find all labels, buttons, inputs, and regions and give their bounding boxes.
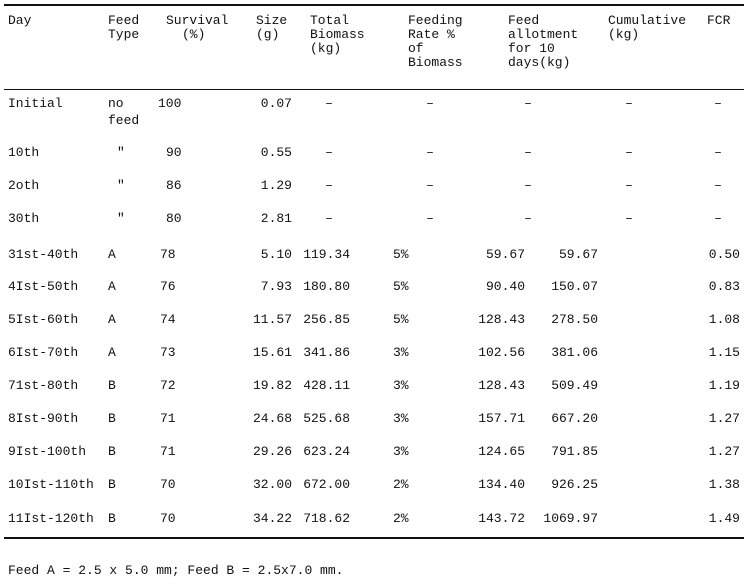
header-survival-line-0: Survival <box>166 13 229 28</box>
row-3-feeding-rate: – <box>426 211 434 226</box>
header-feed-type-line-1: Type <box>108 27 140 42</box>
row-11-survival: 70 <box>160 477 176 492</box>
row-4-feeding-rate: 5% <box>393 247 409 262</box>
row-10-feeding-rate: 3% <box>393 444 409 459</box>
row-1-size: 0.55 <box>260 145 292 160</box>
header-cumulative-line-0: Cumulative <box>608 13 687 28</box>
row-5-fcr: 0.83 <box>708 279 740 294</box>
row-4-day: 31st-40th <box>8 247 79 262</box>
footnote: Feed A = 2.5 x 5.0 mm; Feed B = 2.5x7.0 mm. <box>8 563 344 578</box>
header-feeding-rate-line-0: Feeding <box>408 13 463 28</box>
row-11-feeding-rate: 2% <box>393 477 409 492</box>
row-6-day: 5Ist-60th <box>8 312 79 327</box>
row-0-total-biomass: – <box>325 96 333 111</box>
row-9-feed-type: B <box>108 411 116 426</box>
row-2-total-biomass: – <box>325 178 333 193</box>
row-2-feed-type: " <box>117 178 125 193</box>
row-12-feed-allotment: 143.72 <box>478 511 525 526</box>
header-feed-type-line-0: Feed <box>108 13 140 28</box>
header-day-line-0: Day <box>8 13 32 28</box>
row-5-feed-allotment: 90.40 <box>485 279 525 294</box>
row-2-feeding-rate: – <box>426 178 434 193</box>
header-fcr-line-0: FCR <box>707 13 731 28</box>
row-8-day: 71st-80th <box>8 378 79 393</box>
row-5-feed-type: A <box>108 279 116 294</box>
row-7-cumulative: 381.06 <box>551 345 598 360</box>
row-0-size: 0.07 <box>260 96 292 111</box>
header-feed-allotment-line-1: allotment <box>508 27 579 42</box>
row-10-survival: 71 <box>160 444 176 459</box>
row-9-survival: 71 <box>160 411 176 426</box>
row-12-total-biomass: 718.62 <box>303 511 350 526</box>
row-10-size: 29.26 <box>252 444 292 459</box>
row-1-feeding-rate: – <box>426 145 434 160</box>
row-1-day: 10th <box>8 145 40 160</box>
row-11-fcr: 1.38 <box>708 477 740 492</box>
row-7-survival: 73 <box>160 345 176 360</box>
row-5-total-biomass: 180.80 <box>303 279 350 294</box>
row-3-day: 30th <box>8 211 40 226</box>
row-0-day: Initial <box>8 96 63 111</box>
row-10-cumulative: 791.85 <box>551 444 598 459</box>
row-1-feed-allotment: – <box>524 145 532 160</box>
row-6-size: 11.57 <box>252 312 292 327</box>
header-cumulative-line-1: (kg) <box>608 27 640 42</box>
row-5-cumulative: 150.07 <box>551 279 598 294</box>
row-8-size: 19.82 <box>252 378 292 393</box>
row-6-feeding-rate: 5% <box>393 312 409 327</box>
row-2-fcr: – <box>714 178 722 193</box>
row-10-total-biomass: 623.24 <box>303 444 350 459</box>
row-4-survival: 78 <box>160 247 176 262</box>
row-5-day: 4Ist-50th <box>8 279 79 294</box>
row-11-feed-allotment: 134.40 <box>478 477 525 492</box>
header-feed-allotment-line-0: Feed <box>508 13 540 28</box>
row-1-cumulative: – <box>625 145 633 160</box>
row-7-feeding-rate: 3% <box>393 345 409 360</box>
row-6-feed-type: A <box>108 312 116 327</box>
row-8-survival: 72 <box>160 378 176 393</box>
row-8-feed-allotment: 128.43 <box>478 378 525 393</box>
header-feeding-rate-line-1: Rate % <box>408 27 455 42</box>
row-9-fcr: 1.27 <box>708 411 740 426</box>
row-9-total-biomass: 525.68 <box>303 411 350 426</box>
header-feeding-rate-line-2: of <box>408 41 424 56</box>
row-0-feed-type-line-1: feed <box>108 113 140 128</box>
row-3-cumulative: – <box>625 211 633 226</box>
row-1-feed-type: " <box>117 145 125 160</box>
row-11-day: 10Ist-110th <box>8 477 94 492</box>
row-10-feed-allotment: 124.65 <box>478 444 525 459</box>
row-12-survival: 70 <box>160 511 176 526</box>
row-6-fcr: 1.08 <box>708 312 740 327</box>
row-11-cumulative: 926.25 <box>551 477 598 492</box>
row-1-total-biomass: – <box>325 145 333 160</box>
row-0-cumulative: – <box>625 96 633 111</box>
row-7-feed-allotment: 102.56 <box>478 345 525 360</box>
header-feeding-rate-line-3: Biomass <box>408 55 463 70</box>
row-10-feed-type: B <box>108 444 116 459</box>
row-12-size: 34.22 <box>252 511 292 526</box>
row-5-feeding-rate: 5% <box>393 279 409 294</box>
row-4-feed-type: A <box>108 247 116 262</box>
row-0-survival: 100 <box>158 96 182 111</box>
row-1-survival: 90 <box>166 145 182 160</box>
row-2-day: 2oth <box>8 178 40 193</box>
row-12-cumulative: 1069.97 <box>543 511 598 526</box>
row-12-feeding-rate: 2% <box>393 511 409 526</box>
row-2-size: 1.29 <box>260 178 292 193</box>
row-6-survival: 74 <box>160 312 176 327</box>
row-5-size: 7.93 <box>260 279 292 294</box>
row-3-fcr: – <box>714 211 722 226</box>
row-11-size: 32.00 <box>252 477 292 492</box>
row-9-feeding-rate: 3% <box>393 411 409 426</box>
row-2-cumulative: – <box>625 178 633 193</box>
header-rule <box>4 89 744 90</box>
row-4-fcr: 0.50 <box>708 247 740 262</box>
row-8-total-biomass: 428.11 <box>303 378 350 393</box>
row-6-total-biomass: 256.85 <box>303 312 350 327</box>
row-7-day: 6Ist-70th <box>8 345 79 360</box>
row-8-fcr: 1.19 <box>708 378 740 393</box>
row-5-survival: 76 <box>160 279 176 294</box>
row-3-feed-allotment: – <box>524 211 532 226</box>
header-size-line-1: (g) <box>256 27 280 42</box>
row-0-fcr: – <box>714 96 722 111</box>
row-4-size: 5.10 <box>260 247 292 262</box>
row-11-total-biomass: 672.00 <box>303 477 350 492</box>
row-2-survival: 86 <box>166 178 182 193</box>
row-3-total-biomass: – <box>325 211 333 226</box>
row-9-day: 8Ist-90th <box>8 411 79 426</box>
header-total-biomass-line-2: (kg) <box>310 41 342 56</box>
row-4-cumulative: 59.67 <box>558 247 598 262</box>
row-3-feed-type: " <box>117 211 125 226</box>
row-9-cumulative: 667.20 <box>551 411 598 426</box>
row-12-feed-type: B <box>108 511 116 526</box>
row-11-feed-type: B <box>108 477 116 492</box>
row-8-feeding-rate: 3% <box>393 378 409 393</box>
row-6-cumulative: 278.50 <box>551 312 598 327</box>
header-feed-allotment-line-3: days(kg) <box>508 55 571 70</box>
row-7-fcr: 1.15 <box>708 345 740 360</box>
row-7-total-biomass: 341.86 <box>303 345 350 360</box>
row-7-feed-type: A <box>108 345 116 360</box>
row-3-survival: 80 <box>166 211 182 226</box>
row-9-feed-allotment: 157.71 <box>478 411 525 426</box>
header-feed-allotment-line-2: for 10 <box>508 41 555 56</box>
row-10-fcr: 1.27 <box>708 444 740 459</box>
row-9-size: 24.68 <box>252 411 292 426</box>
row-0-feeding-rate: – <box>426 96 434 111</box>
row-12-day: 11Ist-120th <box>8 511 94 526</box>
row-8-feed-type: B <box>108 378 116 393</box>
row-4-feed-allotment: 59.67 <box>485 247 525 262</box>
row-7-size: 15.61 <box>252 345 292 360</box>
row-4-total-biomass: 119.34 <box>303 247 350 262</box>
row-8-cumulative: 509.49 <box>551 378 598 393</box>
row-6-feed-allotment: 128.43 <box>478 312 525 327</box>
table-bottom-rule <box>4 537 744 539</box>
header-total-biomass-line-1: Biomass <box>310 27 365 42</box>
table-top-rule <box>4 4 744 6</box>
header-survival-unit: (%) <box>182 27 206 42</box>
row-2-feed-allotment: – <box>524 178 532 193</box>
row-0-feed-type-line-0: no <box>108 96 124 111</box>
row-3-size: 2.81 <box>260 211 292 226</box>
row-0-feed-allotment: – <box>524 96 532 111</box>
row-1-fcr: – <box>714 145 722 160</box>
row-10-day: 9Ist-100th <box>8 444 87 459</box>
header-total-biomass-line-0: Total <box>310 13 350 28</box>
header-size-line-0: Size <box>256 13 288 28</box>
row-12-fcr: 1.49 <box>708 511 740 526</box>
